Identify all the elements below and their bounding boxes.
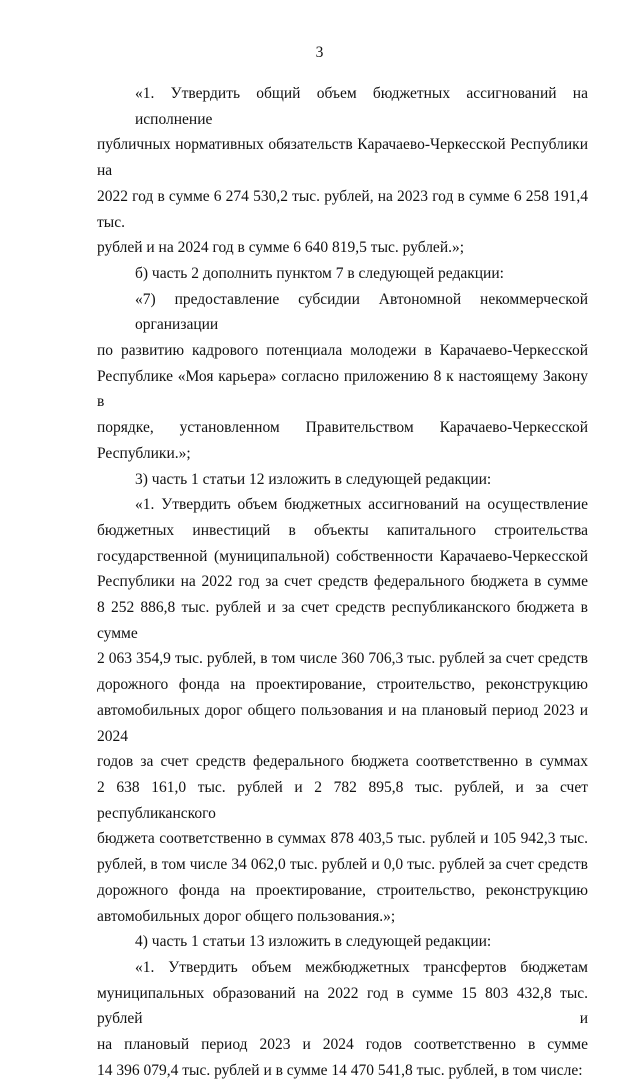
text-line: дорожного фонда на проектирование, строительство, реконструкцию xyxy=(97,676,588,694)
paragraph-capital-investments xyxy=(97,492,588,929)
text-line: на плановый период 2023 и 2024 годов соответственно в сумме xyxy=(97,1036,588,1054)
text-line: 3) часть 1 статьи 12 изложить в следующей редакции: xyxy=(135,470,492,488)
text-line: 2 063 354,9 тыс. рублей, в том числе 360 706,3 тыс. рублей за счет средств xyxy=(97,650,588,668)
text-line: порядке, установленном Правительством Карачаево-Черкесской xyxy=(97,419,588,437)
text-line: «1. Утвердить объем бюджетных ассигнований на осуществление xyxy=(135,496,588,514)
paragraph-article13-amendment xyxy=(97,929,588,955)
text-line: муниципальных образований на 2022 год в сумме 15 803 432,8 тыс. рублей и xyxy=(97,984,588,1028)
paragraph-subsidy-item7 xyxy=(97,287,588,467)
text-line: «1. Утвердить общий объем бюджетных ассигнований на исполнение xyxy=(135,85,588,128)
text-line: 14 396 079,4 тыс. рублей и в сумме 14 470 541,8 тыс. рублей, в том числе: xyxy=(97,1061,583,1079)
text-line: автомобильных дорог общего пользования и на плановый период 2023 и 2024 xyxy=(97,701,588,745)
text-line: 8 252 886,8 тыс. рублей и за счет средств республиканского бюджета в сумме xyxy=(97,599,588,642)
text-line: Республики.»; xyxy=(97,444,191,462)
text-line: Республики на 2022 год за счет средств федерального бюджета в сумме xyxy=(97,573,588,591)
paragraph-article12-amendment xyxy=(97,467,588,493)
text-line: автомобильных дорог общего пользования.»; xyxy=(97,907,396,925)
text-line: государственной (муниципальной) собственности Карачаево-Черкесской xyxy=(97,547,588,565)
text-line: «7) предоставление субсидии Автономной некоммерческой организации xyxy=(135,290,588,334)
text-line: бюджета соответственно в суммах 878 403,5 тыс. рублей и 105 942,3 тыс. xyxy=(97,830,588,848)
text-line: 2022 год в сумме 6 274 530,2 тыс. рублей, на 2023 год в сумме 6 258 191,4 тыс. xyxy=(97,187,588,231)
text-line: рублей и на 2024 год в сумме 6 640 819,5 тыс. рублей.»; xyxy=(97,239,465,257)
paragraph-budget-obligations xyxy=(97,81,588,261)
text-line: рублей, в том числе 34 062,0 тыс. рублей и 0,0 тыс. рублей за счет средств xyxy=(97,856,588,874)
text-line: б) часть 2 дополнить пунктом 7 в следующей редакции: xyxy=(135,264,504,282)
page-number: 3 xyxy=(315,44,324,61)
text-line: бюджетных инвестиций в объекты капитального строительства xyxy=(97,521,588,539)
text-line: «1. Утвердить объем межбюджетных трансфертов бюджетам xyxy=(135,958,588,976)
text-line: дорожного фонда на проектирование, строительство, реконструкцию xyxy=(97,881,588,899)
paragraph-interbudget-transfers xyxy=(97,955,588,1083)
text-line: 4) часть 1 статьи 13 изложить в следующей редакции: xyxy=(135,933,492,951)
text-line: 2 638 161,0 тыс. рублей и 2 782 895,8 тыс. рублей, и за счет республиканского xyxy=(97,778,588,822)
text-line: годов за счет средств федерального бюджета соответственно в суммах xyxy=(97,753,588,771)
document-body xyxy=(97,81,588,1083)
text-line: Республике «Моя карьера» согласно приложению 8 к настоящему Закону в xyxy=(97,367,588,411)
text-line: по развитию кадрового потенциала молодежи в Карачаево-Черкесской xyxy=(97,342,588,360)
paragraph-part2-amendment xyxy=(97,261,588,287)
text-line: публичных нормативных обязательств Карачаево-Черкесской Республики на xyxy=(97,136,588,180)
